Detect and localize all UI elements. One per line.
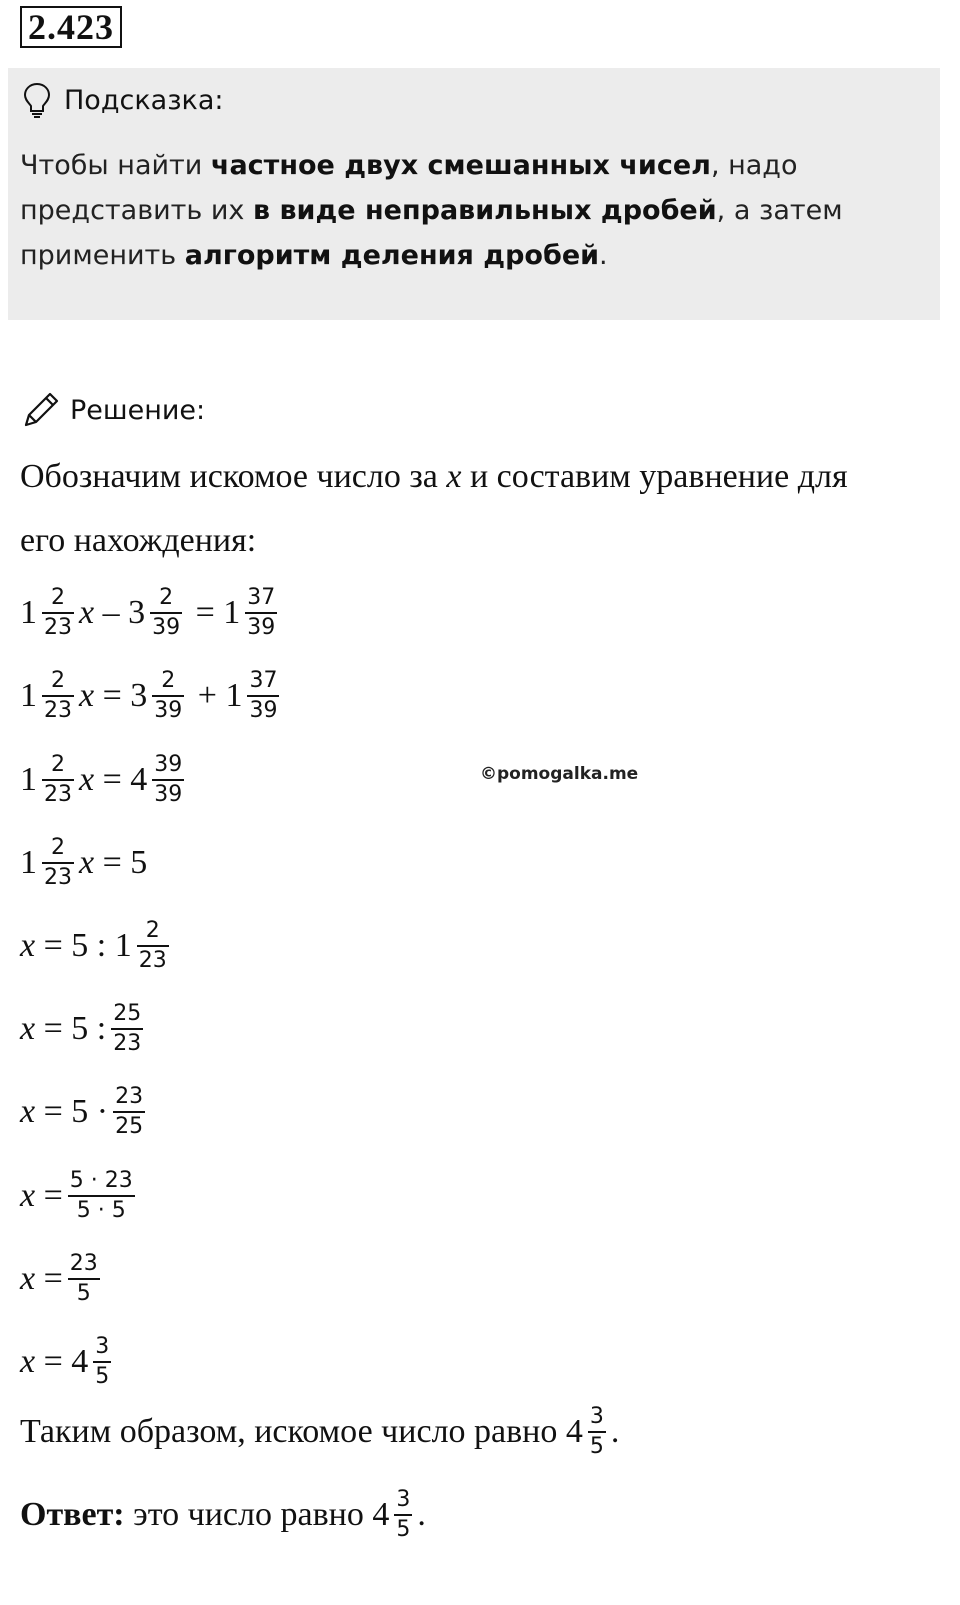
fraction: $\frac{2}{23}$: [138, 918, 167, 973]
fraction: $\frac{23}{5}$: [69, 1251, 98, 1306]
solution-header: [20, 388, 205, 432]
fraction: $\frac{23}{25}$: [115, 1084, 144, 1139]
fraction: $\frac{39}{39}$: [154, 752, 183, 807]
solution-title: Решение:: [70, 394, 206, 426]
fraction: $\frac{2}{23}$: [44, 668, 72, 723]
problem-number: 2.423: [20, 6, 122, 48]
fraction: $\frac{2}{23}$: [44, 835, 72, 890]
fraction: $\frac{37}{39}$: [249, 668, 278, 723]
fraction: $\frac{5 \cdot 23}{5 \cdot 5}$: [69, 1168, 133, 1223]
hint-line-2: представить их в виде неправильных дробей, а затем: [20, 195, 843, 226]
equation-step-6: x = 5 : $\frac{25}{23}$: [20, 1001, 142, 1056]
equation-step-7: x = 5 · $\frac{23}{25}$: [20, 1084, 144, 1139]
hint-line-1: Чтобы найти частное двух смешанных чисел, надо: [20, 150, 798, 181]
fraction: $\frac{2}{23}$: [44, 752, 72, 807]
answer-label: Ответ:: [20, 1496, 125, 1533]
equation-step-1: 1 $\frac{2}{23}$ x – 3 $\frac{2}{39}$ = 1 $\frac{37}{39}$: [20, 585, 276, 640]
fraction: $\frac{25}{23}$: [113, 1001, 142, 1056]
answer-line: Ответ: это число равно 4 $\frac{3}{5}$ .: [20, 1487, 426, 1542]
equation-step-8: x = $\frac{5 \cdot 23}{5 \cdot 5}$: [20, 1168, 133, 1223]
hint-header: [22, 80, 224, 120]
fraction: $\frac{2}{39}$: [154, 668, 183, 723]
fraction: $\frac{2}{23}$: [44, 585, 72, 640]
watermark: ©pomogalka.me: [480, 764, 639, 784]
hint-title: Подсказка:: [64, 84, 224, 116]
equation-step-2: 1 $\frac{2}{23}$ x = 3 $\frac{2}{39}$ + 1 $\frac{37}{39}$: [20, 668, 278, 723]
intro-line-2: его нахождения:: [20, 522, 257, 559]
pencil-icon: [20, 389, 62, 431]
hint-line-3: применить алгоритм деления дробей.: [20, 240, 608, 271]
equation-step-5: x = 5 : 1 $\frac{2}{23}$: [20, 918, 167, 973]
equation-step-9: x = $\frac{23}{5}$: [20, 1251, 98, 1306]
lightbulb-icon: [22, 82, 52, 118]
fraction: $\frac{3}{5}$: [396, 1487, 411, 1542]
hint-text: [20, 143, 920, 278]
fraction: $\frac{37}{39}$: [247, 585, 276, 640]
conclusion-line: Таким образом, искомое число равно 4 $\frac{3}{5}$ .: [20, 1404, 620, 1459]
fraction: $\frac{3}{5}$: [95, 1334, 110, 1389]
equation-step-10: x = 4 $\frac{3}{5}$: [20, 1334, 110, 1389]
intro-line-1: Обозначим искомое число за x и составим уравнение для: [20, 458, 848, 495]
equation-step-4: 1 $\frac{2}{23}$ x = 5: [20, 835, 148, 890]
fraction: $\frac{2}{39}$: [152, 585, 181, 640]
fraction: $\frac{3}{5}$: [589, 1404, 604, 1459]
equation-step-3: 1 $\frac{2}{23}$ x = 4 $\frac{39}{39}$: [20, 752, 183, 807]
